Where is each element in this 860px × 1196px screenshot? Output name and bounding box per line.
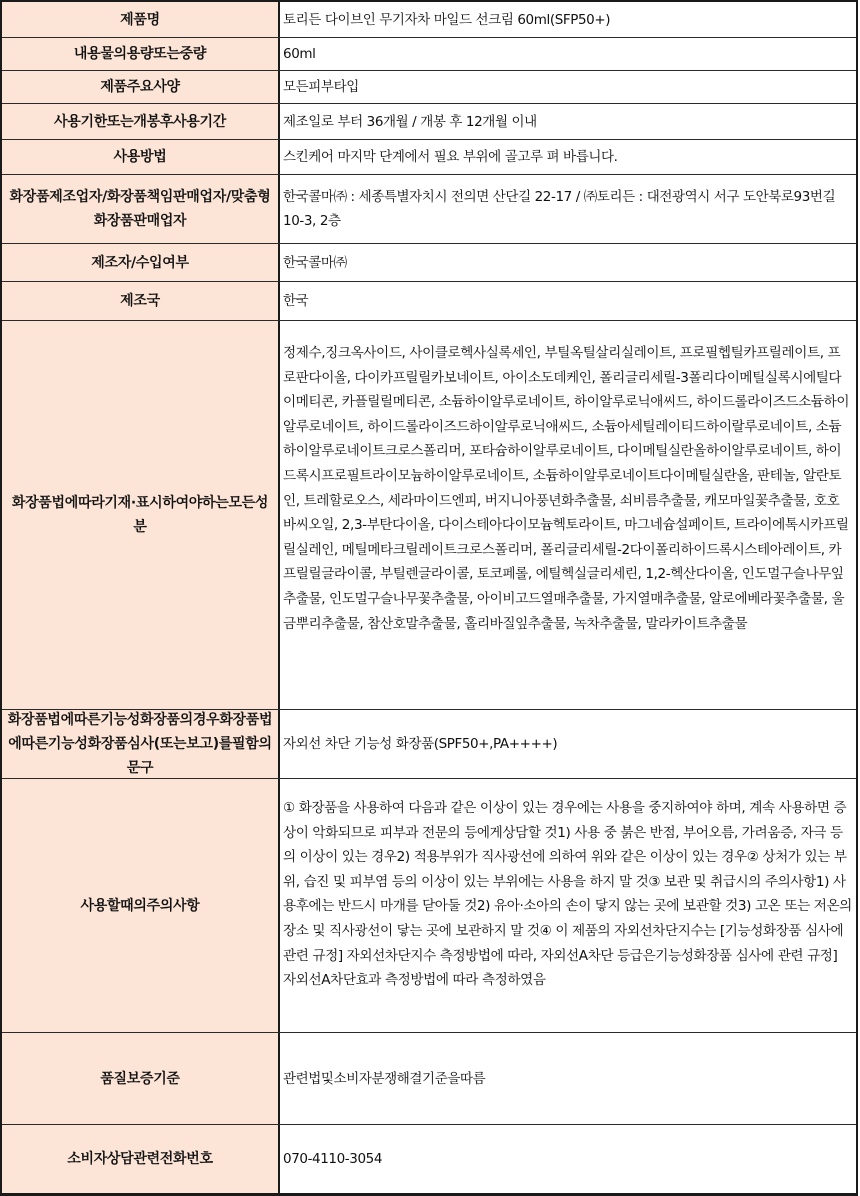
row-value [280,140,856,174]
row-value [280,282,856,320]
row-label [2,1125,280,1193]
label-text: 사용할때의주의사항 [80,897,200,914]
row-value [280,1033,856,1124]
row-label [2,2,280,37]
value-text: 모든피부타입 [283,79,359,95]
table-row-precautions [2,779,856,1033]
table-row-country [2,282,856,321]
row-value [280,71,856,103]
label-text: 화장품법에따라기재·표시하여야하는모든성분 [11,495,269,535]
row-label [2,175,280,243]
value-text: 한국 [283,293,309,309]
label-text: 제품주요사양 [100,79,180,95]
row-value [280,104,856,139]
table-row-manufacturer-import [2,244,856,282]
row-value [280,710,856,778]
label-text: 품질보증기준 [100,1070,180,1087]
value-text: 제조일로 부터 36개월 / 개봉 후 12개월 이내 [283,113,537,130]
value-text: 자외선 차단 기능성 화장품(SPF50+,PA++++) [283,736,558,752]
row-value [280,38,856,70]
table-row-product-name [2,2,856,38]
value-text: 스킨케어 마지막 단계에서 필요 부위에 골고루 펴 바릅니다. [283,149,618,165]
row-label [2,779,280,1032]
label-text: 내용물의용량또는중량 [73,46,207,62]
row-label [2,104,280,139]
row-label [2,710,280,778]
value-text: 한국콜마㈜ : 세종특별자치시 전의면 산단길 22-17 / ㈜토리든 : 대전광역시 서구 도안북로93번길 10-3, 2층 [283,189,836,229]
label-text: 제조국 [120,293,160,309]
table-row-expiry [2,104,856,140]
value-text: 한국콜마㈜ [283,254,347,271]
row-value [280,321,856,709]
table-row-volume [2,38,856,71]
label-text: 소비자상담관련전화번호 [67,1151,213,1167]
table-row-functional-cosmetic [2,710,856,779]
phone-number: 070-4110-3054 [283,1151,383,1167]
value-text: 관련법및소비자분쟁해결기준을따름 [283,1070,486,1087]
label-text: 화장품제조업자/화장품책임판매업자/맞춤형화장품판매업자 [9,189,271,229]
row-value [280,244,856,281]
row-label [2,321,280,709]
table-row-usage [2,140,856,175]
ingredients-text: 정제수,징크옥사이드, 사이클로헥사실록세인, 부틸옥틸살리실레이트, 프로필헵틸카프릴레이트, 프로판다이올, 다이카프릴릴카보네이트, 아이소도데케인, 폴리글리세릴-3폴리다이메틸실록시에틸다이메티콘, 카플릴릴메티콘, 소듐하이알루로네이트, 하이알루로닉애씨드, 하이드롤라이즈드소듐하이알루로네이트, 하이드롤라이즈드하이알루로닉애씨드, 소듐아세틸레이티드하이랄루로네이트, 소듐하이알루로네이트크로스폴리머, 포타슘하이알루로네이트, 다이메틸실란올하이알루로네이트, 하이드록시프로필트라이모늄하이알루로네이트, 소듐하이알루로네이트다이메틸실란올, 판테놀, 알란토인, 트레할로오스, 세라마이드엔피, 버지니아풍년화추출물, 쇠비름추출물, 캐모마일꽃추출물, 호호바씨오일, 2,3-부탄다이올, 다이스테아다이모늄헥토라이트, 마그네슘설페이트, 트라이에톡시카프릴릴실레인, 메틸메타크릴레이트크로스폴리머, 폴리글리세릴-2다이폴리하이드록시스테아레이트, 카프릴릴글라이콜, 부틸렌글라이콜, 토코페롤, 에틸헥실글리세린, 1,2-헥산다이올, 인도멀구슬나무잎추출물, 인도멀구슬나무꽃추출물, 아이비고드열매추출물, 가지열매추출물, 알로에베라꽃추출물, 울금뿌리추출물, 참산호말추출물, 홀리바질잎추출물, 녹차추출물, 말라카이트추출물 [283,345,850,632]
precautions-text: ① 화장품을 사용하여 다음과 같은 이상이 있는 경우에는 사용을 중지하여야 하며, 계속 사용하면 증상이 악화되므로 피부과 전문의 등에게상담할 것1) 사용 중 붉은 반점, 부어오름, 가려움증, 자극 등의 이상이 있는 경우2) 적용부위가 직사광선에 의하여 위와 같은 이상이 있는 경우② 상처가 있는 부위, 습진 및 피부염 등의 이상이 있는 부위에는 사용을 하지 말 것③ 보관 및 취급시의 주의사항1) 사용후에는 반드시 마개를 닫아둘 것2) 유아·소아의 손이 닿지 않는 곳에 보관할 것3) 고온 또는 저온의장소 및 직사광선이 닿는 곳에 보관하지 말 것④ 이 제품의 자외선차단지수는 [기능성화장품 심사에 관련 규정] 자외선차단지수 측정방법에 따라, 자외선A차단 등급은기능성화장품 심사에 관련 규정] 자외선A차단효과 측정방법에 따라 측정하였음 [283,800,852,989]
row-label [2,71,280,103]
label-text: 제품명 [120,11,160,28]
row-label [2,140,280,174]
value-text: 토리든 다이브인 무기자차 마일드 선크림 60ml(SFP50+) [283,11,611,28]
row-value [280,779,856,1032]
table-row-quality-standard [2,1033,856,1125]
label-text: 사용방법 [113,149,167,165]
label-text: 제조자/수입여부 [91,254,189,271]
row-label [2,282,280,320]
table-row-main-spec [2,71,856,104]
label-text: 사용기한또는개봉후사용기간 [54,113,226,130]
row-label [2,38,280,70]
table-row-phone [2,1125,856,1193]
row-value [280,175,856,243]
row-value [280,2,856,37]
table-row-ingredients [2,321,856,710]
table-row-manufacturer-seller [2,175,856,244]
row-label [2,244,280,281]
row-label [2,1033,280,1124]
row-value [280,1125,856,1193]
label-text: 화장품법에따른기능성화장품의경우화장품법에따른기능성화장품심사(또는보고)를필함의문구 [7,712,273,776]
value-text: 60ml [283,46,316,62]
